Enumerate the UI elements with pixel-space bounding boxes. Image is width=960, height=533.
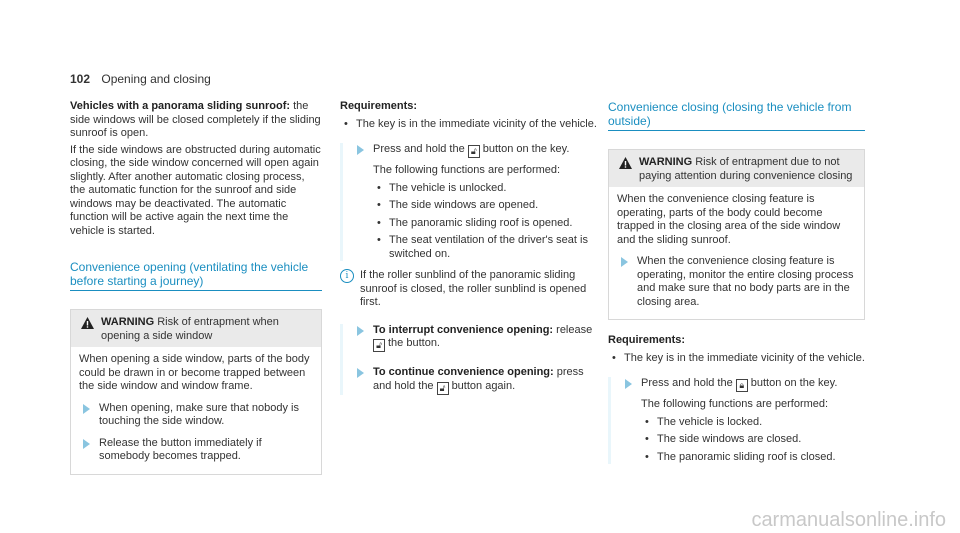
function-item: • The panoramic sliding roof is closed. — [641, 451, 865, 465]
warning-body-text: When opening a side window, parts of the body could be drawn in or become trapped between the side window and window frame. — [79, 353, 310, 392]
step-arrow-icon — [357, 368, 364, 378]
section-title-convenience-closing: Convenience closing (closing the vehicle from outside) — [608, 100, 865, 131]
step-text: the button. — [388, 337, 440, 349]
warning-triangle-icon — [619, 157, 632, 169]
functions-intro: The following functions are performed: — [373, 164, 561, 176]
step-text: button on the key. — [750, 377, 838, 389]
function-item: • The seat ventilation of the driver's seat is switched on. — [373, 234, 605, 261]
interrupt-label: To interrupt convenience opening: — [373, 323, 554, 336]
warning-label: WARNING — [639, 156, 693, 168]
requirements-label: Requirements: — [608, 334, 686, 346]
warning-step — [79, 402, 313, 429]
lock-key-icon: 🔒︎ — [736, 379, 748, 392]
warning-triangle-icon — [81, 317, 94, 329]
step-text: release — [556, 323, 593, 336]
watermark: carmanualsonline.info — [751, 508, 946, 531]
interrupt-step — [353, 324, 605, 353]
procedure-step — [621, 377, 865, 464]
warning-body — [609, 187, 864, 319]
page-header-title: Opening and closing — [101, 72, 211, 86]
warning-body-text: When the convenience closing feature is operating, parts of the body could become trapped in the closing area of the side window and the sliding sunroof. — [617, 193, 841, 246]
column-middle — [340, 100, 605, 395]
step-arrow-icon — [357, 145, 364, 155]
panorama-paragraph — [70, 100, 322, 141]
continue-step — [353, 366, 605, 395]
requirements — [340, 100, 605, 131]
column-right — [608, 100, 865, 468]
step-arrow-icon — [621, 257, 628, 267]
page-header — [70, 73, 211, 87]
column-left — [70, 100, 322, 475]
step-text: Press and hold the — [373, 143, 465, 155]
step-text: button again. — [451, 379, 516, 392]
unlock-key-icon: 🔓︎ — [468, 145, 480, 158]
warning-header — [609, 150, 864, 187]
panorama-bold-lead: Vehicles with a panorama sliding sunroof: — [70, 100, 291, 112]
info-icon: i — [340, 269, 354, 283]
warning-text: Risk of entrapment due to not paying attention during convenience closing — [639, 156, 853, 182]
warning-header — [71, 310, 321, 347]
step-arrow-icon — [83, 404, 90, 414]
info-note-text: If the roller sunblind of the panoramic sliding sunroof is closed, the roller sunblind is opened first. — [360, 269, 587, 308]
procedure-steps — [340, 143, 605, 261]
warning-step — [617, 255, 856, 309]
function-item: • The side windows are closed. — [641, 433, 865, 447]
panorama-text: the side windows will be closed completely if the sliding sunroof is open. — [70, 100, 321, 139]
functions-intro: The following functions are performed: — [641, 398, 829, 410]
interrupt-steps — [340, 324, 605, 395]
functions-list — [373, 182, 605, 262]
step-arrow-icon — [625, 379, 632, 389]
info-note — [340, 269, 605, 310]
warning-step-text: Release the button immediately if somebody becomes trapped. — [99, 436, 262, 462]
function-item: • The side windows are opened. — [373, 199, 605, 213]
function-item: • The vehicle is unlocked. — [373, 182, 605, 196]
warning-text: Risk of entrapment when opening a side window — [101, 316, 279, 342]
warning-step-text: When the convenience closing feature is operating, monitor the entire closing process and make sure that no body parts are in the closing area. — [637, 255, 854, 308]
step-arrow-icon — [357, 326, 364, 336]
procedure-steps — [608, 377, 865, 464]
step-text: button on the key. — [482, 143, 570, 155]
warning-step-text: When opening, make sure that nobody is touching the side window. — [99, 401, 299, 427]
unlock-key-icon: 🔓︎ — [373, 339, 385, 352]
functions-list — [641, 416, 865, 465]
procedure-step — [353, 143, 605, 261]
function-item: • The vehicle is locked. — [641, 416, 865, 430]
step-arrow-icon — [83, 439, 90, 449]
unlock-key-icon: 🔓︎ — [437, 382, 449, 395]
warning-label: WARNING — [101, 316, 155, 328]
warning-body — [71, 347, 321, 474]
page-number: 102 — [70, 72, 91, 86]
continue-label: To continue convenience opening: — [373, 366, 554, 378]
warning-box — [70, 309, 322, 475]
warning-step — [79, 437, 313, 464]
warning-box — [608, 149, 865, 320]
step-text: Press and hold the — [641, 377, 733, 389]
step-text: press and hold the — [373, 366, 584, 392]
obstruction-paragraph: If the side windows are obstructed during automatic closing, the side window concerned will open again slightly. After another automatic closing process, the automatic function for the sunroof and side windows may be deactivated. The automatic function will be active again the next time the vehicle is started. — [70, 143, 321, 237]
requirement-item: • The key is in the immediate vicinity of the vehicle. — [340, 118, 605, 132]
requirements-label: Requirements: — [340, 100, 418, 112]
section-title-convenience-opening: Convenience opening (ventilating the vehicle before starting a journey) — [70, 260, 322, 291]
requirement-item: • The key is in the immediate vicinity of the vehicle. — [608, 352, 865, 366]
function-item: • The panoramic sliding roof is opened. — [373, 217, 605, 231]
requirements — [608, 334, 865, 365]
